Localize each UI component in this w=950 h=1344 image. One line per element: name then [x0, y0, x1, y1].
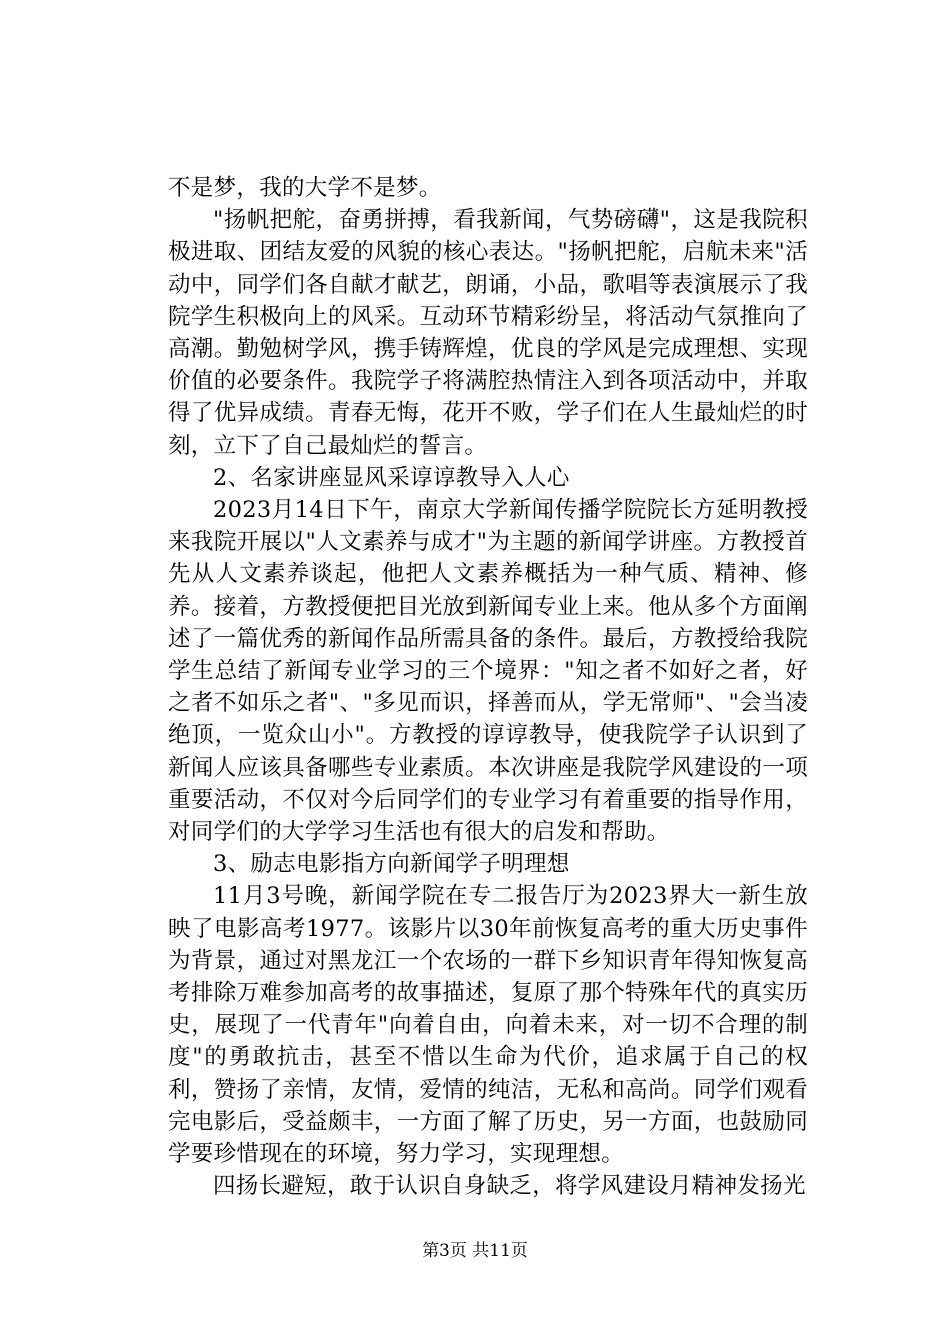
paragraph-activity: "扬帆把舵，奋勇拼搏，看我新闻，气势磅礴"，这是我院积极进取、团结友爱的风貌的核心表达。"扬帆把舵，启航未来"活动中，同学们各自献才献艺，朗诵，小品，歌唱等表演展示了我院学生积极向上的风采。互动环节精彩纷呈，将活动气氛推向了高潮。勤勉树学风，携手铸辉煌，优良的学风是完成理想、实现价值的必要条件。我院学子将满腔热情注入到各项活动中，并取得了优异成绩。青春无悔，花开不败，学子们在人生最灿烂的时刻，立下了自己最灿烂的誓言。 [168, 207, 808, 459]
document-body [168, 172, 808, 1203]
paragraph-section-four: 四扬长避短，敢于认识自身缺乏，将学风建设月精神发扬光 [213, 1173, 806, 1200]
page-footer [0, 1240, 950, 1262]
page-number-label: 第3页 共11页 [422, 1241, 528, 1261]
section-heading-lecture: 2、名家讲座显风采谆谆教导入人心 [213, 464, 570, 491]
section-heading-film: 3、励志电影指方向新闻学子明理想 [213, 851, 570, 878]
paragraph-film: 11月3号晚，新闻学院在专二报告厅为2023界大一新生放映了电影高考1977。该影片以30年前恢复高考的重大历史事件为背景，通过对黑龙江一个农场的一群下乡知识青年得知恢复高考排除万难参加高考的故事描述，复原了那个特殊年代的真实历史，展现了一代青年"向着自由，向着未来，对一切不合理的制度"的勇敢抗击，甚至不惜以生命为代价，追求属于自己的权利，赞扬了亲情，友情，爱情的纯洁，无私和高尚。同学们观看完电影后，受益颇丰，一方面了解了历史，另一方面，也鼓励同学要珍惜现在的环境，努力学习，实现理想。 [168, 883, 808, 1168]
paragraph-continuation: 不是梦，我的大学不是梦。 [168, 175, 442, 201]
paragraph-lecture: 2023月14日下午，南京大学新闻传播学院院长方延明教授来我院开展以"人文素养与成才"为主题的新闻学讲座。方教授首先从人文素养谈起，他把人文素养概括为一种气质、精神、修养。接着，方教授便把目光放到新闻专业上来。他从多个方面阐述了一篇优秀的新闻作品所需具备的条件。最后，方教授给我院学生总结了新闻专业学习的三个境界："知之者不如好之者，好之者不如乐之者"、"多见而识，择善而从，学无常师"、"会当凌绝顶，一览众山小"。方教授的谆谆教导，使我院学子认识到了新闻人应该具备哪些专业素质。本次讲座是我院学风建设的一项重要活动，不仅对今后同学们的专业学习有着重要的指导作用，对同学们的大学学习生活也有很大的启发和帮助。 [168, 497, 808, 846]
